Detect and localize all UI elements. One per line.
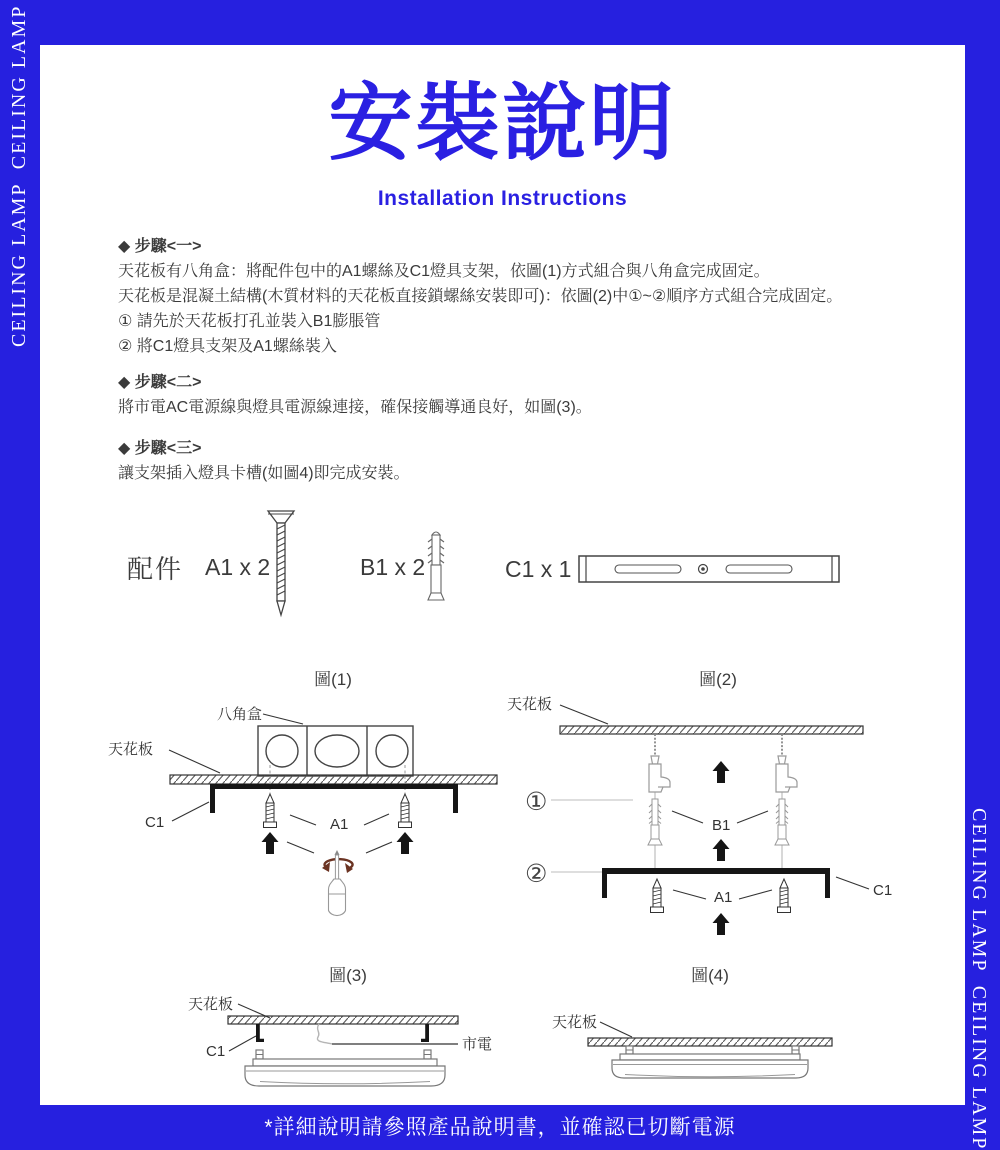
up-arrow-icon (713, 761, 730, 783)
figure-4-diagram (520, 986, 960, 1104)
part-a1-label: A1 x 2 (205, 554, 271, 580)
fig2-label-bracket: C1 (873, 882, 893, 899)
fig2-label-screw: A1 (714, 889, 733, 906)
figure-2-diagram (505, 693, 960, 951)
drill-bit (655, 734, 782, 756)
fig2-label-ceiling: 天花板 (507, 696, 553, 713)
b1-anchor (648, 799, 662, 845)
fig1-label-ceiling: 天花板 (108, 741, 154, 758)
screwdriver-icon (322, 850, 353, 916)
fig4-label-ceiling: 天花板 (552, 1014, 598, 1031)
c1-bracket (256, 1024, 264, 1042)
c1-bracket (210, 784, 458, 813)
a1-screw (778, 879, 791, 913)
fig2-step-2-marker: ② (525, 860, 548, 888)
step-2-line: 將市電AC電源線與燈具電源線連接，確保接觸導通良好，如圖(3)。 (118, 399, 592, 416)
content-area (40, 45, 965, 1105)
fig2-label-anchor: B1 (712, 817, 731, 834)
fig1-label-octagon-box: 八角盒 (217, 706, 263, 723)
c1-bracket (421, 1024, 429, 1042)
lamp-body (245, 1050, 445, 1086)
a1-screw (264, 794, 277, 828)
fig1-label-bracket: C1 (145, 814, 165, 831)
ceiling-board (560, 726, 863, 734)
fig1-label-screw: A1 (330, 816, 349, 833)
up-arrow-icon (397, 832, 414, 854)
step-1-heading: ◆ 步驟<一> (118, 238, 202, 255)
step-1-line: ② 將C1燈具支架及A1螺絲裝入 (118, 338, 337, 355)
power-wire (317, 1024, 332, 1044)
mounting-bracket-icon (578, 552, 840, 586)
step-1-line: 天花板有八角盒：將配件包中的A1螺絲及C1燈具支架，依圖(1)方式組合與八角盒完成固定。 (118, 263, 770, 280)
figure-3-diagram (110, 986, 500, 1104)
ceiling-board (228, 1016, 458, 1024)
figure-1-diagram (85, 693, 505, 951)
lamp-body (612, 1046, 808, 1078)
octagon-box (258, 726, 413, 776)
step-3-heading: ◆ 步驟<三> (118, 440, 202, 457)
side-brand-text-right: CEILING LAMP CEILING LAMP (968, 808, 990, 1150)
a1-screw (651, 879, 664, 913)
part-b1-label: B1 x 2 (360, 554, 426, 580)
up-arrow-icon (262, 832, 279, 854)
ceiling-board (588, 1038, 832, 1046)
figure-1-title: 圖(1) (314, 670, 352, 689)
footer-caution-note: *詳細說明請參照產品說明書，並確認已切斷電源 (264, 1116, 736, 1139)
wall-anchor-icon (426, 529, 446, 601)
step-1-body (118, 259, 928, 359)
b1-anchor (775, 799, 789, 845)
step-2-heading: ◆ 步驟<二> (118, 374, 202, 391)
figure-2-title: 圖(2) (699, 670, 737, 689)
step-3-line: 讓支架插入燈具卡槽(如圖4)即完成安裝。 (118, 465, 410, 482)
fig3-label-ceiling: 天花板 (188, 996, 234, 1013)
drill-icon (649, 756, 670, 792)
side-brand-text-left: CEILING LAMP CEILING LAMP (8, 4, 30, 347)
ceiling-board (170, 775, 497, 784)
step-3-body (118, 461, 928, 486)
page-subtitle: Installation Instructions (377, 187, 628, 210)
up-arrow-icon (713, 839, 730, 861)
up-arrow-icon (713, 913, 730, 935)
page-title: 安裝說明 (328, 76, 677, 170)
parts-section-label: 配件 (127, 554, 184, 584)
drill-icon (776, 756, 797, 792)
part-c1-label: C1 x 1 (505, 556, 572, 582)
figure-4-title: 圖(4) (691, 966, 729, 985)
step-1-line: ① 請先於天花板打孔並裝入B1膨脹管 (118, 313, 381, 330)
fig2-step-1-marker: ① (525, 788, 548, 816)
fig3-label-bracket: C1 (206, 1043, 226, 1060)
step-1-line: 天花板是混凝土結構(木質材料的天花板直接鎖螺絲安裝即可)：依圖(2)中①~②順序方式組合完成固定。 (118, 288, 843, 305)
screw-icon (266, 509, 296, 617)
a1-screw (399, 794, 412, 828)
fig3-label-mains: 市電 (462, 1036, 493, 1053)
step-2-body (118, 395, 928, 420)
figure-3-title: 圖(3) (329, 966, 367, 985)
